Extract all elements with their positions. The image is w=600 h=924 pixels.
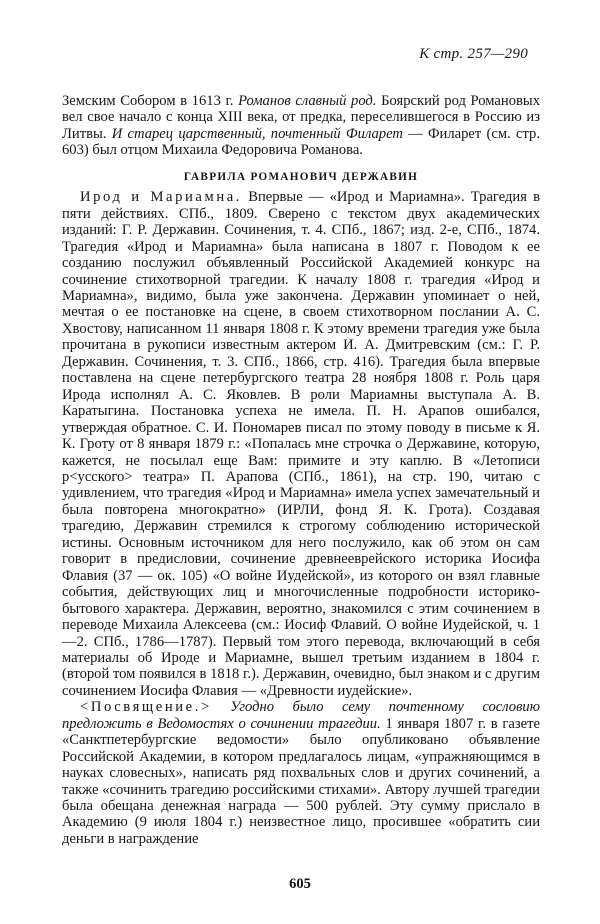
commentary-text (62, 93, 540, 847)
paragraph-romanov (62, 93, 540, 159)
page-number: 605 (289, 876, 311, 892)
text-run: — Филарет (см. стр. 603) был отцом Михаила Федоровича Романова. (62, 125, 540, 159)
paragraph-herod-mariamne (62, 189, 540, 699)
quoted-phrase: Угодно было сему почтенному сословию предложить в Ведомостях о сочинении трагедии. (62, 699, 540, 732)
quoted-phrase: И старец царственный, почтенный Филарет (111, 125, 403, 142)
quoted-phrase: Романов славный род. (238, 93, 377, 109)
work-title: Ирод и Мариамна. (80, 189, 243, 206)
text-run: 1 января 1807 г. в газете «Санктпетербургские ведомости» было опубликовано объявление Российской Академии, в котором предлагалось лицам, «упражняющимся в науках словесных», написать ряд похвальных слов и других сочинений, а также «сочинить трагедию российскими стихами». Автору лучшей трагедии была обещана денежная награда — 500 рублей. Эту сумму прислало в Академию (9 июля 1804 г.) неизвестное лицо, просившее «обратить сии деньги в награждение (62, 715, 540, 847)
section-heading: ГАВРИЛА РОМАНОВИЧ ДЕРЖАВИН (183, 170, 419, 183)
running-head: К стр. 257—290 (419, 46, 528, 62)
section-label: <Посвящение.> (80, 699, 212, 716)
text-run: Впервые — «Ирод и Мариамна». Трагедия в пяти действиях. СПб., 1809. Сверено с текстом двух академических изданий: Г. Р. Державин. Сочинения, т. 4. СПб., 1867; изд. 2-е, СПб., 1874. Трагедия «Ирод и Мариамна» была написана в 1807 г. Поводом к ее созданию послужил объявленный Российской Академией конкурс на сочинение стихотворной трагедии. К началу 1808 г. трагедия «Ирод и Мариамна», видимо, была уже закончена. Державин упоминает о ней, мечтая о ее постановке на сцене, в своем стихотворном послании А. С. Хвостову, написанном 11 января 1808 г. К этому времени трагедия уже была прочитана в рукописи известным актером И. А. Дмитревским (см.: Г. Р. Державин. Сочинения, т. 3. СПб., 1866, стр. 416). Трагедия была впервые поставлена на сцене петербургского театра 28 ноября 1808 г. Роль царя Ирода исполнял А. С. Яковлев. В роли Мариамны выступала А. В. Каратыгина. Постановка успеха не имела. П. Н. Арапов ошибался, утверждая обратное. С. И. Пономарев писал по этому поводу в письме к Я. К. Гроту от 8 января 1879 г.: «Попалась мне строчка о Державине, которую, кажется, не посылал еще Вам: примите и эту каплю. В «Летописи р<усского> театра» П. Арапова (СПб., 1861), на стр. 190, читаю с удивлением, что трагедия «Ирод и Мариамна» имела успех замечательный и была повторена многократно» (ИРЛИ, фонд Я. К. Грота). Создавая трагедию, Державин стремился к строгому соблюдению исторической истины. Основным источником для него послужило, как об этом он сам говорит в предисловии, сочинение древнееврейского историка Иосифа Флавия (37 — ок. 105) «О войне Иудейской», из которого он взял главные события, действующих лиц и многочисленные подробности историко-бытового характера. Державин, вероятно, знакомился с этим сочинением в переводе Михаила Алексеева (см.: Иосиф Флавий. О войне Иудейской, ч. 1—2. СПб., 1786—1787). Первый том этого перевода, включающий в себя материалы об Ироде и Мариамне, вышел третьим изданием в 1804 г. (второй том появился в 1818 г.). Державин, очевидно, был знаком и с другим сочинением Иосифа Флавия — «Древности иудейские». (62, 189, 540, 699)
text-run: Земским Собором в 1613 г. (62, 93, 239, 109)
text-run: Боярский род Романовых вел свое начало с конца XIII века, от предка, переселившегося в Россию из Литвы. (62, 93, 541, 142)
paragraph-dedication (62, 699, 540, 847)
